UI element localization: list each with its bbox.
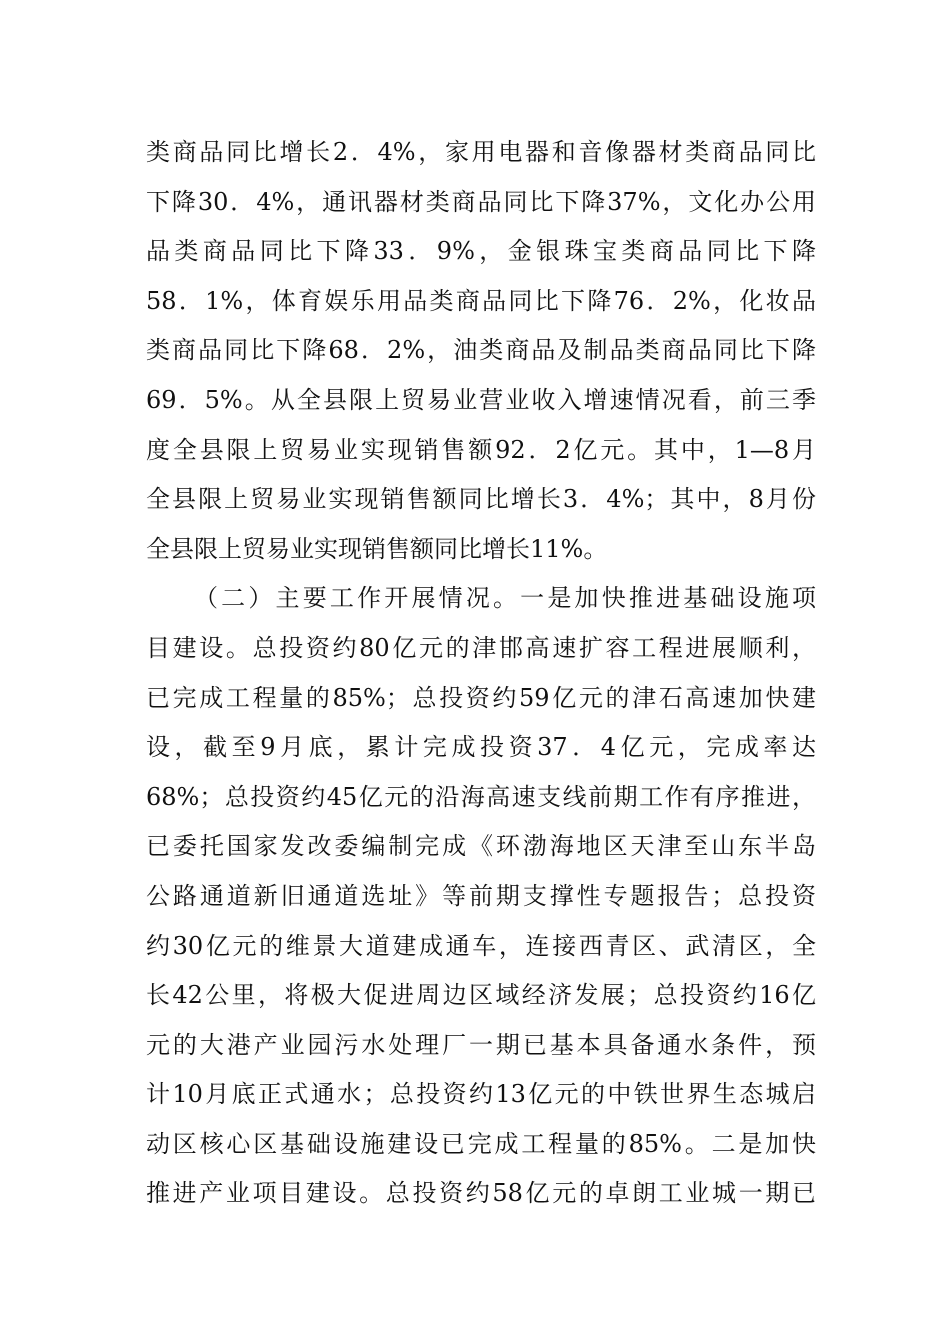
text-line: 已委托国家发改委编制完成《环渤海地区天津至山东半岛 <box>146 832 816 861</box>
text-line: 公路通道新旧通道选址》等前期支撑性专题报告；总投资 <box>146 881 816 910</box>
text-line: 设，截至9月底，累计完成投资37．4亿元，完成率达 <box>146 733 816 762</box>
text-line: 计10月底正式通水；总投资约13亿元的中铁世界生态城启 <box>146 1080 816 1109</box>
text-line: 已完成工程量的85%；总投资约59亿元的津石高速加快建 <box>146 683 816 712</box>
text-line: 58．1%，体育娱乐用品类商品同比下降76．2%，化妆品 <box>146 286 816 315</box>
text-line: 全县限上贸易业实现销售额同比增长3．4%；其中，8月份 <box>146 485 816 514</box>
text-line: 类商品同比下降68．2%，油类商品及制品类商品同比下降 <box>146 336 816 365</box>
text-line: 长42公里，将极大促进周边区域经济发展；总投资约16亿 <box>146 981 816 1010</box>
text-line: 69．5%。从全县限上贸易业营业收入增速情况看，前三季 <box>146 385 816 414</box>
text-line: 68%；总投资约45亿元的沿海高速支线前期工作有序推进， <box>146 782 816 811</box>
paragraph-start-line: （二）主要工作开展情况。一是加快推进基础设施项 <box>194 584 816 613</box>
text-line: 全县限上贸易业实现销售额同比增长11%。 <box>146 534 608 563</box>
text-line: 约30亿元的维景大道建成通车，连接西青区、武清区，全 <box>146 931 816 960</box>
text-line: 品类商品同比下降33．9%，金银珠宝类商品同比下降 <box>146 237 816 266</box>
text-line: 目建设。总投资约80亿元的津邯高速扩容工程进展顺利， <box>146 633 816 662</box>
text-line: 下降30．4%，通讯器材类商品同比下降37%，文化办公用 <box>146 187 816 216</box>
text-line: 度全县限上贸易业实现销售额92．2亿元。其中，1—8月 <box>146 435 816 464</box>
body-text <box>146 128 816 1219</box>
text-line: 动区核心区基础设施建设已完成工程量的85%。二是加快 <box>146 1129 816 1158</box>
text-line: 类商品同比增长2．4%，家用电器和音像器材类商品同比 <box>146 138 816 166</box>
text-line: 元的大港产业园污水处理厂一期已基本具备通水条件，预 <box>146 1030 816 1059</box>
text-line: 推进产业项目建设。总投资约58亿元的卓朗工业城一期已 <box>146 1179 816 1208</box>
